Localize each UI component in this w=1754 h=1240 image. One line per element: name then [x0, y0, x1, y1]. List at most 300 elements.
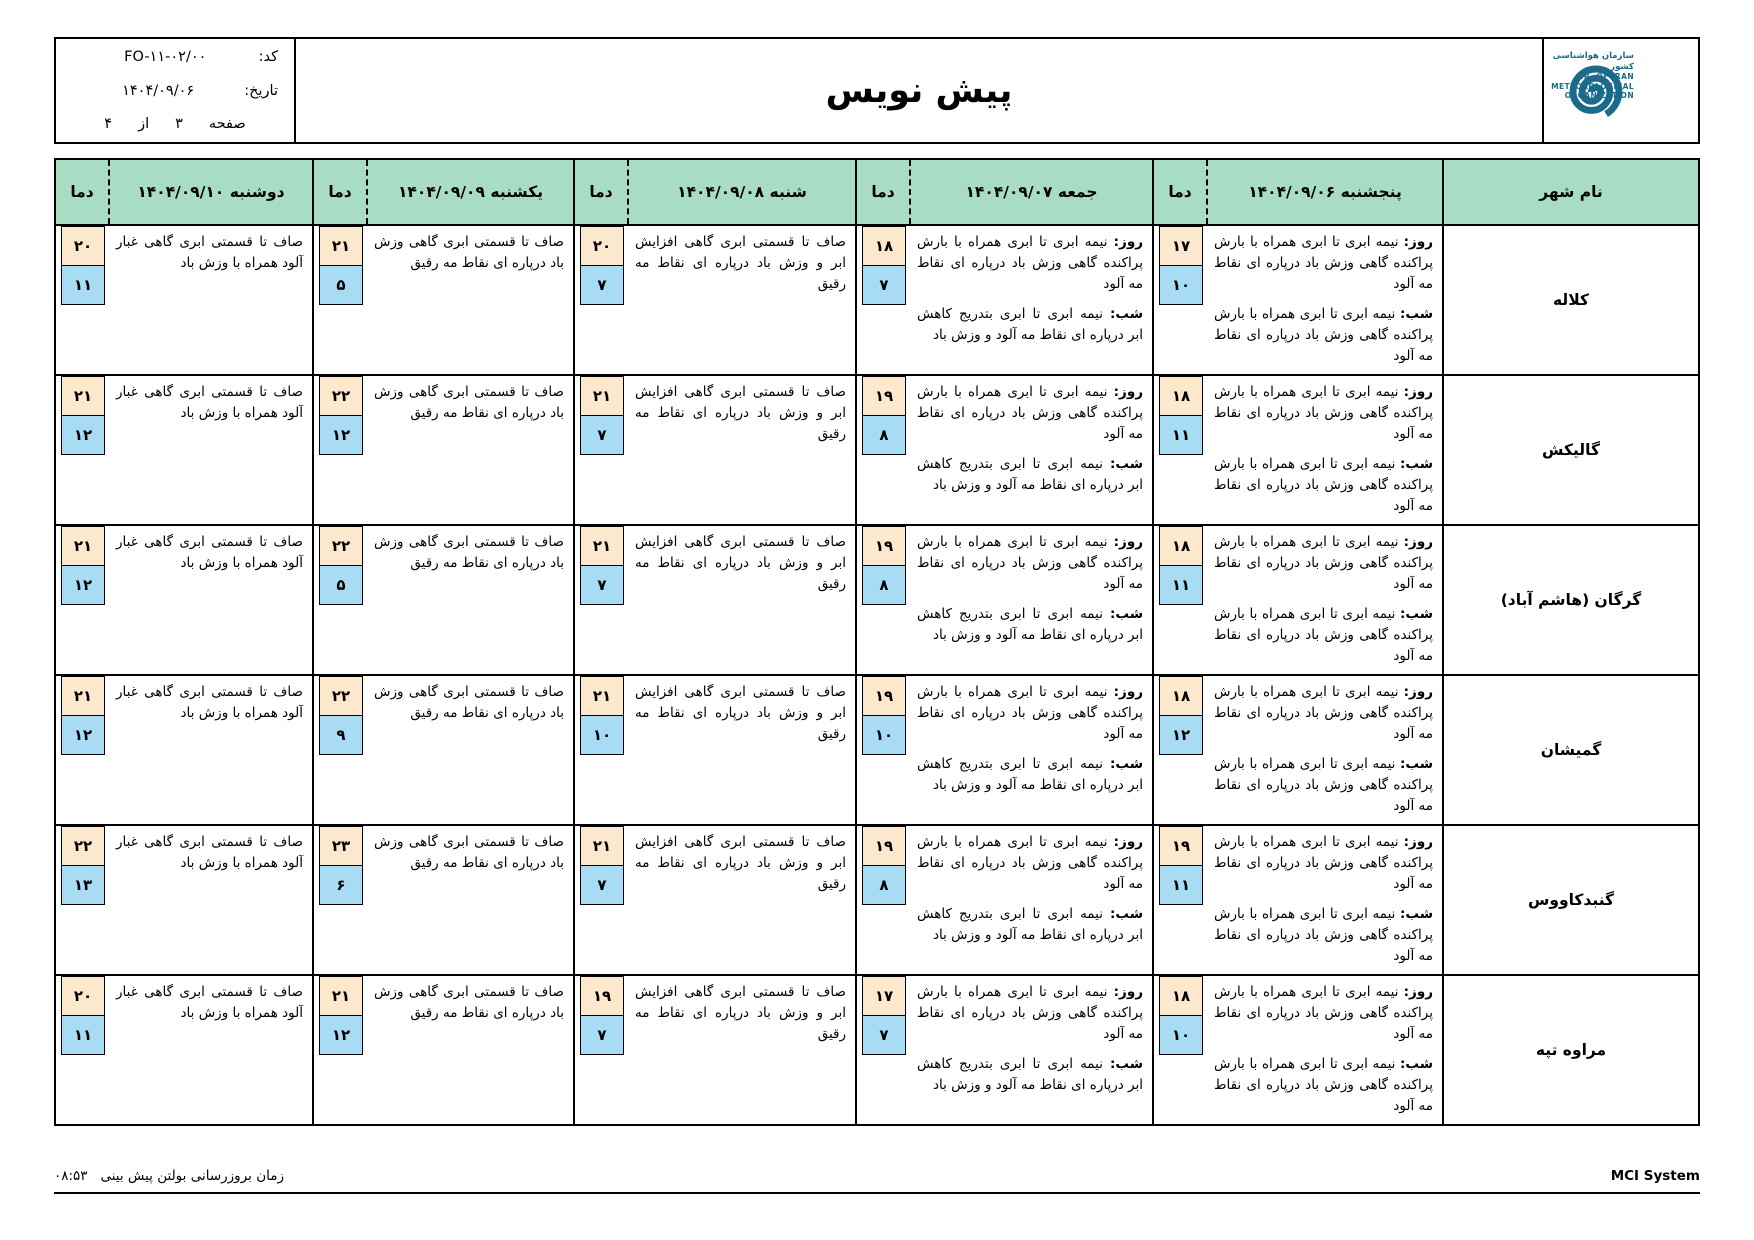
- day-header-label: جمعه ۱۴۰۴/۰۹/۰۷: [965, 183, 1098, 201]
- code-label: کد:: [258, 49, 278, 65]
- table-row: [55, 975, 1699, 1125]
- day-header-cell: [313, 159, 574, 225]
- temp-column: [575, 226, 629, 374]
- temp-max-box: ۱۸: [1159, 526, 1203, 566]
- temp-max-box: ۲۱: [580, 676, 624, 716]
- forecast-cell-flex: [314, 676, 573, 824]
- night-forecast: شب: نیمه ابری تا ابری بتدریج کاهش ابر درپاره ای نقاط مه آلود و وزش باد: [917, 1055, 1143, 1093]
- org-name-line2: METEOROLOGICAL: [1551, 81, 1634, 91]
- forecast-paragraph: صاف تا قسمتی ابری گاهی افزایش ابر و وزش باد درپاره ای نقاط مه رقیق: [635, 684, 846, 742]
- day-forecast: روز: نیمه ابری تا ابری همراه با بارش پراکنده گاهی وزش باد درپاره ای نقاط مه آلود: [1214, 534, 1433, 592]
- footer: [54, 1154, 1700, 1194]
- temp-min-box: ۵: [319, 265, 363, 305]
- footer-update-clock: ۰۸:۵۳: [54, 1168, 88, 1184]
- date-label: تاریخ:: [244, 82, 278, 99]
- day-header-label: شنبه ۱۴۰۴/۰۹/۰۸: [677, 183, 807, 201]
- forecast-cell-flex: [1154, 976, 1442, 1124]
- org-logo: [1544, 39, 1698, 142]
- forecast-cell-flex: [575, 976, 855, 1124]
- day-label: روز:: [1403, 384, 1433, 400]
- temp-column: [575, 526, 629, 674]
- forecast-paragraph: صاف تا قسمتی ابری گاهی وزش باد درپاره ای نقاط مه رقیق: [374, 684, 564, 721]
- forecast-table: [54, 158, 1700, 1126]
- temp-min-box: ۷: [862, 265, 906, 305]
- temp-max-box: ۱۹: [862, 826, 906, 866]
- page-label: صفحه: [208, 116, 246, 132]
- night-forecast: شب: نیمه ابری تا ابری بتدریج کاهش ابر درپاره ای نقاط مه آلود و وزش باد: [917, 455, 1143, 493]
- org-name-line1: I.R. OF IRAN: [1577, 72, 1634, 82]
- forecast-cell: [574, 225, 856, 375]
- forecast-text: [911, 226, 1152, 374]
- temp-column: [56, 676, 110, 824]
- day-header-label: پنجشنبه ۱۴۰۴/۰۹/۰۶: [1248, 183, 1402, 201]
- day-label: روز:: [1403, 984, 1433, 1000]
- forecast-text: [368, 676, 573, 824]
- day-forecast: روز: نیمه ابری تا ابری همراه با بارش پراکنده گاهی وزش باد درپاره ای نقاط مه آلود: [917, 234, 1143, 292]
- temp-max-box: ۱۹: [862, 376, 906, 416]
- forecast-cell: [313, 225, 574, 375]
- forecast-paragraph: صاف تا قسمتی ابری گاهی افزایش ابر و وزش باد درپاره ای نقاط مه رقیق: [635, 834, 846, 892]
- forecast-cell: [574, 675, 856, 825]
- table-row: [55, 825, 1699, 975]
- night-forecast: شب: نیمه ابری تا ابری بتدریج کاهش ابر درپاره ای نقاط مه آلود و وزش باد: [917, 755, 1143, 793]
- forecast-cell-flex: [857, 826, 1152, 974]
- forecast-cell: [55, 975, 313, 1125]
- footer-update-text: زمان بروزرسانی بولتن پیش بینی: [100, 1168, 284, 1184]
- forecast-text: [1208, 526, 1442, 674]
- forecast-cell-flex: [575, 376, 855, 524]
- header-band: [54, 37, 1700, 144]
- temp-max-box: ۱۸: [862, 226, 906, 266]
- forecast-text: [629, 976, 855, 1124]
- forecast-text: [110, 226, 312, 374]
- temp-min-box: ۱۱: [1159, 415, 1203, 455]
- day-forecast: روز: نیمه ابری تا ابری همراه با بارش پراکنده گاهی وزش باد درپاره ای نقاط مه آلود: [917, 534, 1143, 592]
- cyclone-spiral-icon: [1550, 46, 1642, 138]
- day-header-cell: [856, 159, 1153, 225]
- temp-max-box: ۲۱: [580, 376, 624, 416]
- day-header-cell: [55, 159, 313, 225]
- temp-column: [314, 526, 368, 674]
- temp-min-box: ۷: [580, 865, 624, 905]
- forecast-cell-flex: [575, 676, 855, 824]
- temp-column: [56, 376, 110, 524]
- table-row: [55, 225, 1699, 375]
- forecast-cell: [574, 975, 856, 1125]
- temp-min-box: ۱۰: [580, 715, 624, 755]
- forecast-cell: [1153, 825, 1443, 975]
- forecast-text: [629, 826, 855, 974]
- forecast-text: [110, 676, 312, 824]
- page-indicator: [72, 116, 278, 132]
- forecast-text: [368, 976, 573, 1124]
- forecast-text: [1208, 376, 1442, 524]
- day-forecast: روز: نیمه ابری تا ابری همراه با بارش پراکنده گاهی وزش باد درپاره ای نقاط مه آلود: [1214, 684, 1433, 742]
- forecast-cell: [313, 375, 574, 525]
- temp-min-box: ۱۱: [1159, 565, 1203, 605]
- night-forecast: شب: نیمه ابری تا ابری همراه با بارش پراکنده گاهی وزش باد درپاره ای نقاط مه آلود: [1214, 1055, 1433, 1114]
- night-label: شب:: [1400, 305, 1433, 322]
- forecast-cell-flex: [1154, 226, 1442, 374]
- footer-update-time: [54, 1168, 284, 1184]
- temp-column: [56, 226, 110, 374]
- day-label: روز:: [1113, 684, 1143, 700]
- forecast-text: [368, 826, 573, 974]
- day-forecast: روز: نیمه ابری تا ابری همراه با بارش پراکنده گاهی وزش باد درپاره ای نقاط مه آلود: [1214, 984, 1433, 1042]
- city-name-cell: مراوه تپه: [1443, 975, 1699, 1125]
- night-label: شب:: [1110, 305, 1143, 322]
- city-name-cell: گنبدکاووس: [1443, 825, 1699, 975]
- temp-column: [314, 976, 368, 1124]
- page-total: ۴: [104, 116, 113, 132]
- night-label: شب:: [1400, 905, 1433, 922]
- temp-min-box: ۹: [319, 715, 363, 755]
- night-forecast: شب: نیمه ابری تا ابری همراه با بارش پراکنده گاهی وزش باد درپاره ای نقاط مه آلود: [1214, 905, 1433, 964]
- forecast-table-head: [55, 159, 1699, 225]
- temp-min-box: ۸: [862, 415, 906, 455]
- night-label: شب:: [1110, 1055, 1143, 1072]
- day-header-flex: [575, 160, 855, 224]
- temp-min-box: ۷: [580, 415, 624, 455]
- forecast-paragraph: صاف تا قسمتی ابری گاهی غبار آلود همراه با وزش باد: [116, 384, 303, 421]
- night-label: شب:: [1400, 755, 1433, 772]
- city-name-cell: گرگان (هاشم آباد): [1443, 525, 1699, 675]
- forecast-cell-flex: [56, 676, 312, 824]
- forecast-text: [110, 976, 312, 1124]
- forecast-cell-flex: [857, 226, 1152, 374]
- temp-column: [857, 976, 911, 1124]
- temp-min-box: ۱۲: [61, 415, 105, 455]
- forecast-cell: [1153, 525, 1443, 675]
- temp-max-box: ۲۱: [61, 676, 105, 716]
- temp-column: [1154, 676, 1208, 824]
- city-header-cell: نام شهر: [1443, 159, 1699, 225]
- temp-header-label: دما: [314, 160, 368, 224]
- temp-min-box: ۱۲: [61, 715, 105, 755]
- temp-max-box: ۱۷: [1159, 226, 1203, 266]
- temp-min-box: ۸: [862, 565, 906, 605]
- forecast-paragraph: صاف تا قسمتی ابری گاهی وزش باد درپاره ای نقاط مه رقیق: [374, 234, 564, 271]
- forecast-text: [368, 526, 573, 674]
- forecast-cell: [1153, 375, 1443, 525]
- temp-header-label: دما: [1154, 160, 1208, 224]
- day-header-label: دوشنبه ۱۴۰۴/۰۹/۱۰: [137, 183, 285, 201]
- night-label: شب:: [1110, 905, 1143, 922]
- forecast-cell: [313, 525, 574, 675]
- day-label: روز:: [1113, 234, 1143, 250]
- forecast-text: [911, 676, 1152, 824]
- forecast-paragraph: صاف تا قسمتی ابری گاهی وزش باد درپاره ای نقاط مه رقیق: [374, 834, 564, 871]
- temp-min-box: ۸: [862, 865, 906, 905]
- forecast-cell-flex: [857, 526, 1152, 674]
- day-header-flex: [1154, 160, 1442, 224]
- forecast-paragraph: صاف تا قسمتی ابری گاهی وزش باد درپاره ای نقاط مه رقیق: [374, 534, 564, 571]
- temp-min-box: ۱۳: [61, 865, 105, 905]
- night-forecast: شب: نیمه ابری تا ابری بتدریج کاهش ابر درپاره ای نقاط مه آلود و وزش باد: [917, 305, 1143, 343]
- temp-min-box: ۱۲: [319, 415, 363, 455]
- code-value: FO-۱۱-۰۲/۰۰: [124, 49, 207, 65]
- forecast-cell-flex: [1154, 526, 1442, 674]
- temp-max-box: ۲۰: [61, 976, 105, 1016]
- page-title: پیش نویس: [825, 70, 1013, 111]
- forecast-cell-flex: [56, 376, 312, 524]
- temp-max-box: ۲۲: [319, 376, 363, 416]
- forecast-text: [368, 376, 573, 524]
- day-forecast: روز: نیمه ابری تا ابری همراه با بارش پراکنده گاهی وزش باد درپاره ای نقاط مه آلود: [917, 834, 1143, 892]
- temp-column: [857, 226, 911, 374]
- day-forecast: روز: نیمه ابری تا ابری همراه با بارش پراکنده گاهی وزش باد درپاره ای نقاط مه آلود: [1214, 234, 1433, 292]
- temp-max-box: ۲۱: [319, 976, 363, 1016]
- temp-max-box: ۲۲: [319, 526, 363, 566]
- night-label: شب:: [1400, 605, 1433, 622]
- forecast-cell: [313, 975, 574, 1125]
- forecast-cell: [55, 675, 313, 825]
- night-forecast: شب: نیمه ابری تا ابری همراه با بارش پراکنده گاهی وزش باد درپاره ای نقاط مه آلود: [1214, 605, 1433, 664]
- temp-min-box: ۱۱: [61, 1015, 105, 1055]
- forecast-paragraph: صاف تا قسمتی ابری گاهی غبار آلود همراه با وزش باد: [116, 534, 303, 571]
- forecast-text: [911, 976, 1152, 1124]
- forecast-cell: [856, 825, 1153, 975]
- temp-max-box: ۱۷: [862, 976, 906, 1016]
- forecast-cell: [856, 375, 1153, 525]
- temp-max-box: ۲۱: [61, 376, 105, 416]
- forecast-cell: [55, 525, 313, 675]
- temp-max-box: ۱۸: [1159, 976, 1203, 1016]
- forecast-cell-flex: [857, 976, 1152, 1124]
- temp-header-label: دما: [575, 160, 629, 224]
- day-label: روز:: [1113, 384, 1143, 400]
- night-label: شب:: [1400, 455, 1433, 472]
- forecast-cell-flex: [857, 376, 1152, 524]
- day-forecast: روز: نیمه ابری تا ابری همراه با بارش پراکنده گاهی وزش باد درپاره ای نقاط مه آلود: [917, 384, 1143, 442]
- page-number: ۳: [175, 116, 183, 132]
- temp-column: [314, 376, 368, 524]
- page-of-label: از: [138, 116, 150, 132]
- document-meta-box: [56, 39, 294, 142]
- forecast-cell-flex: [56, 826, 312, 974]
- forecast-paragraph: صاف تا قسمتی ابری گاهی غبار آلود همراه با وزش باد: [116, 234, 303, 271]
- temp-min-box: ۱۰: [862, 715, 906, 755]
- forecast-paragraph: صاف تا قسمتی ابری گاهی غبار آلود همراه با وزش باد: [116, 984, 303, 1021]
- forecast-cell-flex: [575, 826, 855, 974]
- temp-column: [857, 526, 911, 674]
- temp-min-box: ۷: [580, 265, 624, 305]
- temp-min-box: ۱۰: [1159, 265, 1203, 305]
- temp-max-box: ۲۰: [61, 226, 105, 266]
- day-forecast: روز: نیمه ابری تا ابری همراه با بارش پراکنده گاهی وزش باد درپاره ای نقاط مه آلود: [1214, 834, 1433, 892]
- forecast-paragraph: صاف تا قسمتی ابری گاهی وزش باد درپاره ای نقاط مه رقیق: [374, 984, 564, 1021]
- temp-max-box: ۱۹: [862, 676, 906, 716]
- forecast-text: [110, 376, 312, 524]
- forecast-cell: [856, 225, 1153, 375]
- temp-column: [857, 376, 911, 524]
- temp-min-box: ۱۰: [1159, 1015, 1203, 1055]
- forecast-cell: [574, 375, 856, 525]
- table-header-row: [55, 159, 1699, 225]
- day-label: روز:: [1403, 684, 1433, 700]
- forecast-text: [629, 376, 855, 524]
- city-name-cell: گالیکش: [1443, 375, 1699, 525]
- title-box: [294, 39, 1544, 142]
- forecast-cell-flex: [1154, 676, 1442, 824]
- night-label: شب:: [1110, 755, 1143, 772]
- day-forecast: روز: نیمه ابری تا ابری همراه با بارش پراکنده گاهی وزش باد درپاره ای نقاط مه آلود: [1214, 384, 1433, 442]
- forecast-text: [911, 376, 1152, 524]
- temp-min-box: ۷: [862, 1015, 906, 1055]
- forecast-cell: [856, 525, 1153, 675]
- forecast-cell-flex: [314, 976, 573, 1124]
- day-header-label: یکشنبه ۱۴۰۴/۰۹/۰۹: [397, 183, 544, 201]
- temp-column: [575, 826, 629, 974]
- temp-max-box: ۲۱: [319, 226, 363, 266]
- forecast-text: [1208, 676, 1442, 824]
- forecast-paragraph: صاف تا قسمتی ابری گاهی افزایش ابر و وزش باد درپاره ای نقاط مه رقیق: [635, 384, 846, 442]
- temp-max-box: ۲۲: [61, 826, 105, 866]
- day-forecast: روز: نیمه ابری تا ابری همراه با بارش پراکنده گاهی وزش باد درپاره ای نقاط مه آلود: [917, 984, 1143, 1042]
- forecast-cell-flex: [314, 226, 573, 374]
- temp-min-box: ۷: [580, 1015, 624, 1055]
- forecast-cell: [856, 675, 1153, 825]
- forecast-text: [110, 826, 312, 974]
- forecast-text: [911, 526, 1152, 674]
- night-forecast: شب: نیمه ابری تا ابری بتدریج کاهش ابر درپاره ای نقاط مه آلود و وزش باد: [917, 605, 1143, 643]
- forecast-text: [1208, 826, 1442, 974]
- forecast-text: [911, 826, 1152, 974]
- temp-min-box: ۱۲: [1159, 715, 1203, 755]
- temp-min-box: ۱۲: [61, 565, 105, 605]
- forecast-cell-flex: [56, 526, 312, 674]
- forecast-paragraph: صاف تا قسمتی ابری گاهی افزایش ابر و وزش باد درپاره ای نقاط مه رقیق: [635, 984, 846, 1042]
- day-header-cell: [1153, 159, 1443, 225]
- forecast-paragraph: صاف تا قسمتی ابری گاهی افزایش ابر و وزش باد درپاره ای نقاط مه رقیق: [635, 234, 846, 292]
- temp-header-label: دما: [857, 160, 911, 224]
- day-header-flex: [314, 160, 573, 224]
- forecast-text: [110, 526, 312, 674]
- footer-system-label: MCI System: [1610, 1168, 1700, 1184]
- forecast-table-body: [55, 225, 1699, 1125]
- temp-column: [56, 826, 110, 974]
- day-header-flex: [857, 160, 1152, 224]
- temp-min-box: ۶: [319, 865, 363, 905]
- temp-column: [314, 226, 368, 374]
- night-forecast: شب: نیمه ابری تا ابری بتدریج کاهش ابر درپاره ای نقاط مه آلود و وزش باد: [917, 905, 1143, 943]
- forecast-cell: [856, 975, 1153, 1125]
- table-row: [55, 375, 1699, 525]
- day-label: روز:: [1113, 834, 1143, 850]
- temp-max-box: ۱۹: [580, 976, 624, 1016]
- forecast-cell: [574, 825, 856, 975]
- forecast-text: [1208, 226, 1442, 374]
- temp-min-box: ۵: [319, 565, 363, 605]
- forecast-cell: [55, 825, 313, 975]
- org-name-farsi: سازمان هواشناسی کشور: [1552, 51, 1634, 72]
- day-label: روز:: [1403, 234, 1433, 250]
- forecast-cell: [55, 375, 313, 525]
- table-row: [55, 525, 1699, 675]
- temp-column: [575, 676, 629, 824]
- day-label: روز:: [1403, 834, 1433, 850]
- temp-column: [857, 826, 911, 974]
- table-row: [55, 675, 1699, 825]
- night-label: شب:: [1110, 455, 1143, 472]
- day-header-cell: [574, 159, 856, 225]
- forecast-text: [629, 676, 855, 824]
- forecast-cell-flex: [1154, 826, 1442, 974]
- forecast-cell-flex: [575, 526, 855, 674]
- temp-column: [1154, 826, 1208, 974]
- forecast-cell-flex: [314, 376, 573, 524]
- temp-min-box: ۱۲: [319, 1015, 363, 1055]
- temp-column: [1154, 226, 1208, 374]
- temp-column: [56, 976, 110, 1124]
- forecast-cell-flex: [1154, 376, 1442, 524]
- temp-max-box: ۲۲: [319, 676, 363, 716]
- temp-column: [1154, 526, 1208, 674]
- temp-column: [857, 676, 911, 824]
- day-label: روز:: [1113, 984, 1143, 1000]
- temp-min-box: ۱۱: [1159, 865, 1203, 905]
- forecast-cell: [1153, 975, 1443, 1125]
- temp-max-box: ۲۰: [580, 226, 624, 266]
- temp-max-box: ۱۸: [1159, 676, 1203, 716]
- forecast-cell-flex: [857, 676, 1152, 824]
- forecast-text: [629, 526, 855, 674]
- temp-max-box: ۱۹: [1159, 826, 1203, 866]
- forecast-text: [368, 226, 573, 374]
- day-label: روز:: [1113, 534, 1143, 550]
- forecast-cell: [55, 225, 313, 375]
- forecast-cell-flex: [56, 976, 312, 1124]
- forecast-cell: [1153, 675, 1443, 825]
- city-name-cell: گمیشان: [1443, 675, 1699, 825]
- temp-max-box: ۲۳: [319, 826, 363, 866]
- forecast-cell: [1153, 225, 1443, 375]
- forecast-cell: [574, 525, 856, 675]
- night-forecast: شب: نیمه ابری تا ابری همراه با بارش پراکنده گاهی وزش باد درپاره ای نقاط مه آلود: [1214, 455, 1433, 514]
- night-label: شب:: [1110, 605, 1143, 622]
- forecast-text: [629, 226, 855, 374]
- day-forecast: روز: نیمه ابری تا ابری همراه با بارش پراکنده گاهی وزش باد درپاره ای نقاط مه آلود: [917, 684, 1143, 742]
- night-label: شب:: [1400, 1055, 1433, 1072]
- forecast-cell-flex: [56, 226, 312, 374]
- forecast-paragraph: صاف تا قسمتی ابری گاهی غبار آلود همراه با وزش باد: [116, 684, 303, 721]
- forecast-paragraph: صاف تا قسمتی ابری گاهی غبار آلود همراه با وزش باد: [116, 834, 303, 871]
- org-name-line3: ORGANIZATION: [1564, 91, 1634, 100]
- forecast-paragraph: صاف تا قسمتی ابری گاهی وزش باد درپاره ای نقاط مه رقیق: [374, 384, 564, 421]
- forecast-cell: [313, 825, 574, 975]
- temp-column: [314, 676, 368, 824]
- forecast-cell-flex: [575, 226, 855, 374]
- forecast-cell-flex: [314, 526, 573, 674]
- temp-max-box: ۲۱: [61, 526, 105, 566]
- temp-max-box: ۲۱: [580, 826, 624, 866]
- date-value: ۱۴۰۴/۰۹/۰۶: [122, 82, 195, 99]
- day-header-flex: [56, 160, 312, 224]
- temp-column: [1154, 976, 1208, 1124]
- night-forecast: شب: نیمه ابری تا ابری همراه با بارش پراکنده گاهی وزش باد درپاره ای نقاط مه آلود: [1214, 755, 1433, 814]
- forecast-cell: [313, 675, 574, 825]
- temp-min-box: ۱۱: [61, 265, 105, 305]
- forecast-text: [1208, 976, 1442, 1124]
- forecast-cell-flex: [314, 826, 573, 974]
- temp-column: [575, 376, 629, 524]
- temp-column: [314, 826, 368, 974]
- temp-column: [56, 526, 110, 674]
- city-name-cell: کلاله: [1443, 225, 1699, 375]
- temp-max-box: ۲۱: [580, 526, 624, 566]
- day-label: روز:: [1403, 534, 1433, 550]
- forecast-paragraph: صاف تا قسمتی ابری گاهی افزایش ابر و وزش باد درپاره ای نقاط مه رقیق: [635, 534, 846, 592]
